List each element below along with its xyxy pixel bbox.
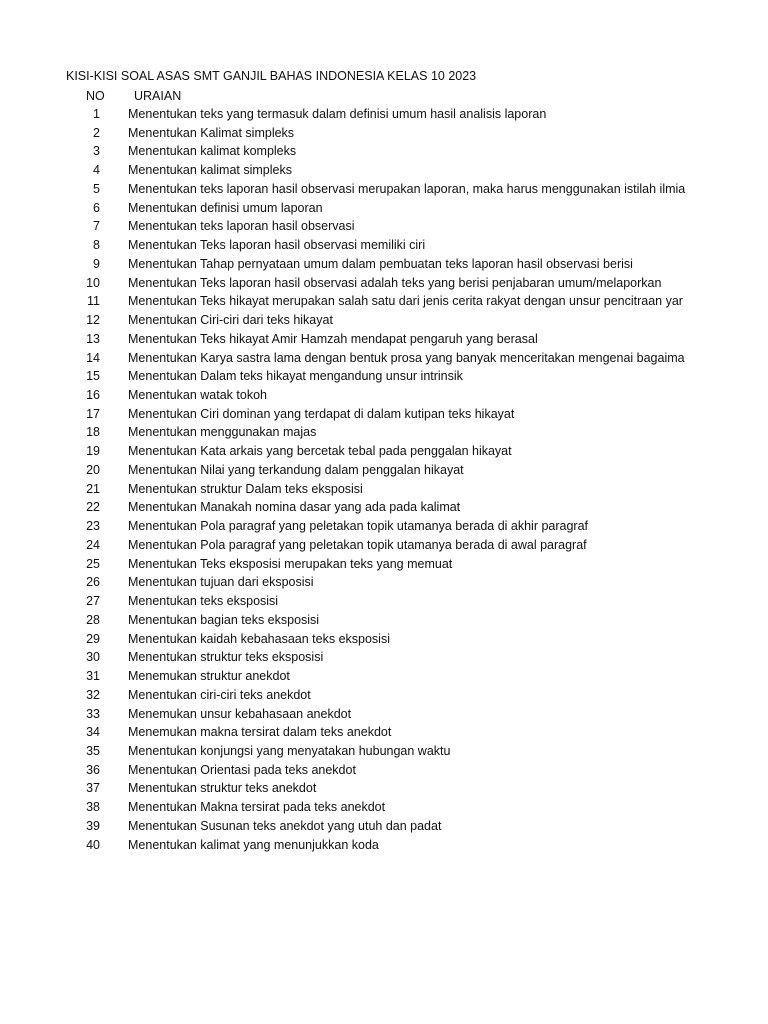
document-title: KISI-KISI SOAL ASAS SMT GANJIL BAHAS INDONESIA KELAS 10 2023: [66, 69, 477, 83]
row-description: Menentukan bagian teks eksposisi: [128, 612, 320, 627]
table-row: [0, 667, 768, 686]
table-row: [0, 817, 768, 836]
table-row: [0, 648, 768, 667]
header-no: NO: [86, 89, 105, 103]
row-description: Menentukan Makna tersirat pada teks anekdot: [128, 800, 386, 815]
row-number: 38: [86, 800, 100, 815]
row-number: 20: [86, 462, 100, 477]
row-number: 26: [86, 575, 100, 590]
table-header: [0, 87, 768, 105]
row-description: Menentukan kaidah kebahasaan teks eksposisi: [128, 631, 390, 646]
row-number: 14: [86, 350, 100, 365]
row-number: 9: [93, 256, 100, 271]
row-number: 29: [86, 631, 100, 646]
row-description: Menentukan struktur Dalam teks eksposisi: [128, 481, 363, 496]
row-number: 16: [86, 388, 100, 403]
table-row: [0, 142, 768, 161]
row-description: Menentukan kalimat kompleks: [128, 144, 297, 159]
table-row: [0, 292, 768, 311]
row-number: 6: [93, 200, 100, 215]
table-row: [0, 330, 768, 349]
table-row: [0, 367, 768, 386]
table-row: [0, 555, 768, 574]
row-description: Menentukan Teks laporan hasil observasi adalah teks yang berisi penjabaran umum/melaporkan: [128, 275, 662, 290]
row-description: Menentukan teks laporan hasil observasi: [128, 219, 355, 234]
table-row: [0, 423, 768, 442]
row-number: 28: [86, 612, 100, 627]
row-number: 18: [86, 425, 100, 440]
table-row: [0, 461, 768, 480]
row-number: 40: [86, 837, 100, 852]
table-row: [0, 742, 768, 761]
table-row: [0, 274, 768, 293]
table-row: [0, 180, 768, 199]
row-description: Menentukan tujuan dari eksposisi: [128, 575, 314, 590]
row-description: Menentukan Orientasi pada teks anekdot: [128, 762, 356, 777]
row-description: Menentukan Dalam teks hikayat mengandung unsur intrinsik: [128, 369, 463, 384]
row-number: 3: [93, 144, 100, 159]
row-description: Menentukan teks eksposisi: [128, 594, 279, 609]
row-number: 32: [86, 687, 100, 702]
row-number: 25: [86, 556, 100, 571]
row-number: 31: [86, 669, 100, 684]
row-number: 27: [86, 594, 100, 609]
table-row: [0, 442, 768, 461]
row-description: Menentukan watak tokoh: [128, 388, 267, 403]
row-description: Menentukan Ciri dominan yang terdapat di dalam kutipan teks hikayat: [128, 406, 515, 421]
table-row: [0, 386, 768, 405]
row-number: 17: [86, 406, 100, 421]
row-description: Menentukan Susunan teks anekdot yang utuh dan padat: [128, 818, 442, 833]
row-number: 11: [87, 294, 100, 309]
row-description: Menemukan makna tersirat dalam teks anekdot: [128, 725, 392, 740]
table-row: [0, 255, 768, 274]
table-row: [0, 480, 768, 499]
row-description: Menentukan Teks hikayat Amir Hamzah mendapat pengaruh yang berasal: [128, 331, 538, 346]
table-row: [0, 311, 768, 330]
row-description: Menentukan teks laporan hasil observasi merupakan laporan, maka harus menggunakan istilah ilmia: [128, 181, 686, 196]
table-body: [0, 105, 768, 854]
row-number: 35: [86, 743, 100, 758]
row-description: Menentukan kalimat yang menunjukkan koda: [128, 837, 379, 852]
row-description: Menentukan ciri-ciri teks anekdot: [128, 687, 311, 702]
table-row: [0, 705, 768, 724]
table-row: [0, 573, 768, 592]
table-row: [0, 105, 768, 124]
row-number: 30: [86, 650, 100, 665]
row-description: Menentukan Teks laporan hasil observasi memiliki ciri: [128, 238, 426, 253]
row-number: 5: [93, 181, 100, 196]
table-row: [0, 236, 768, 255]
row-number: 15: [86, 369, 100, 384]
row-description: Menentukan Pola paragraf yang peletakan topik utamanya berada di akhir paragraf: [128, 519, 589, 534]
row-number: 7: [93, 219, 100, 234]
table-row: [0, 592, 768, 611]
row-number: 4: [93, 163, 100, 178]
row-description: Menentukan menggunakan majas: [128, 425, 317, 440]
table-row: [0, 517, 768, 536]
table-row: [0, 199, 768, 218]
row-description: Menentukan struktur teks anekdot: [128, 781, 317, 796]
row-number: 37: [86, 781, 100, 796]
row-number: 19: [86, 444, 100, 459]
row-number: 24: [86, 537, 100, 552]
row-description: Menemukan struktur anekdot: [128, 669, 290, 684]
row-number: 1: [93, 107, 100, 121]
row-description: Menentukan Kalimat simpleks: [128, 125, 295, 140]
row-number: 12: [86, 313, 100, 328]
row-description: Menemukan unsur kebahasaan anekdot: [128, 706, 352, 721]
table-row: [0, 349, 768, 368]
row-number: 21: [86, 481, 100, 496]
header-uraian: URAIAN: [134, 89, 182, 103]
row-number: 2: [93, 125, 100, 140]
table-row: [0, 798, 768, 817]
row-number: 13: [86, 331, 100, 346]
row-description: Menentukan konjungsi yang menyatakan hubungan waktu: [128, 743, 451, 758]
row-description: Menentukan Teks eksposisi merupakan teks yang memuat: [128, 556, 453, 571]
row-description: Menentukan Ciri-ciri dari teks hikayat: [128, 313, 333, 328]
table-row: [0, 498, 768, 517]
row-description: Menentukan Pola paragraf yang peletakan topik utamanya berada di awal paragraf: [128, 537, 587, 552]
row-number: 33: [86, 706, 100, 721]
table-row: [0, 536, 768, 555]
table-row: [0, 779, 768, 798]
row-number: 36: [86, 762, 100, 777]
table-row: [0, 836, 768, 855]
table-row: [0, 124, 768, 143]
row-number: 10: [86, 275, 100, 290]
row-number: 8: [93, 238, 100, 253]
row-description: Menentukan definisi umum laporan: [128, 200, 323, 215]
row-description: Menentukan struktur teks eksposisi: [128, 650, 324, 665]
row-description: Menentukan Karya sastra lama dengan bentuk prosa yang banyak menceritakan mengenai bagaima: [128, 350, 685, 365]
table-row: [0, 761, 768, 780]
table-row: [0, 686, 768, 705]
row-description: Menentukan Teks hikayat merupakan salah satu dari jenis cerita rakyat dengan unsur pencitraan yar: [128, 294, 683, 309]
table-row: [0, 161, 768, 180]
row-description: Menentukan Manakah nomina dasar yang ada pada kalimat: [128, 500, 461, 515]
row-number: 23: [86, 519, 100, 534]
row-number: 22: [86, 500, 100, 515]
row-number: 39: [86, 818, 100, 833]
table-row: [0, 405, 768, 424]
row-number: 34: [86, 725, 100, 740]
row-description: Menentukan kalimat simpleks: [128, 163, 292, 178]
table-row: [0, 630, 768, 649]
row-description: Menentukan Nilai yang terkandung dalam penggalan hikayat: [128, 462, 464, 477]
table-row: [0, 723, 768, 742]
table-row: [0, 611, 768, 630]
row-description: Menentukan Kata arkais yang bercetak tebal pada penggalan hikayat: [128, 444, 512, 459]
table-row: [0, 217, 768, 236]
row-description: Menentukan teks yang termasuk dalam definisi umum hasil analisis laporan: [128, 107, 547, 121]
row-description: Menentukan Tahap pernyataan umum dalam pembuatan teks laporan hasil observasi berisi: [128, 256, 633, 271]
